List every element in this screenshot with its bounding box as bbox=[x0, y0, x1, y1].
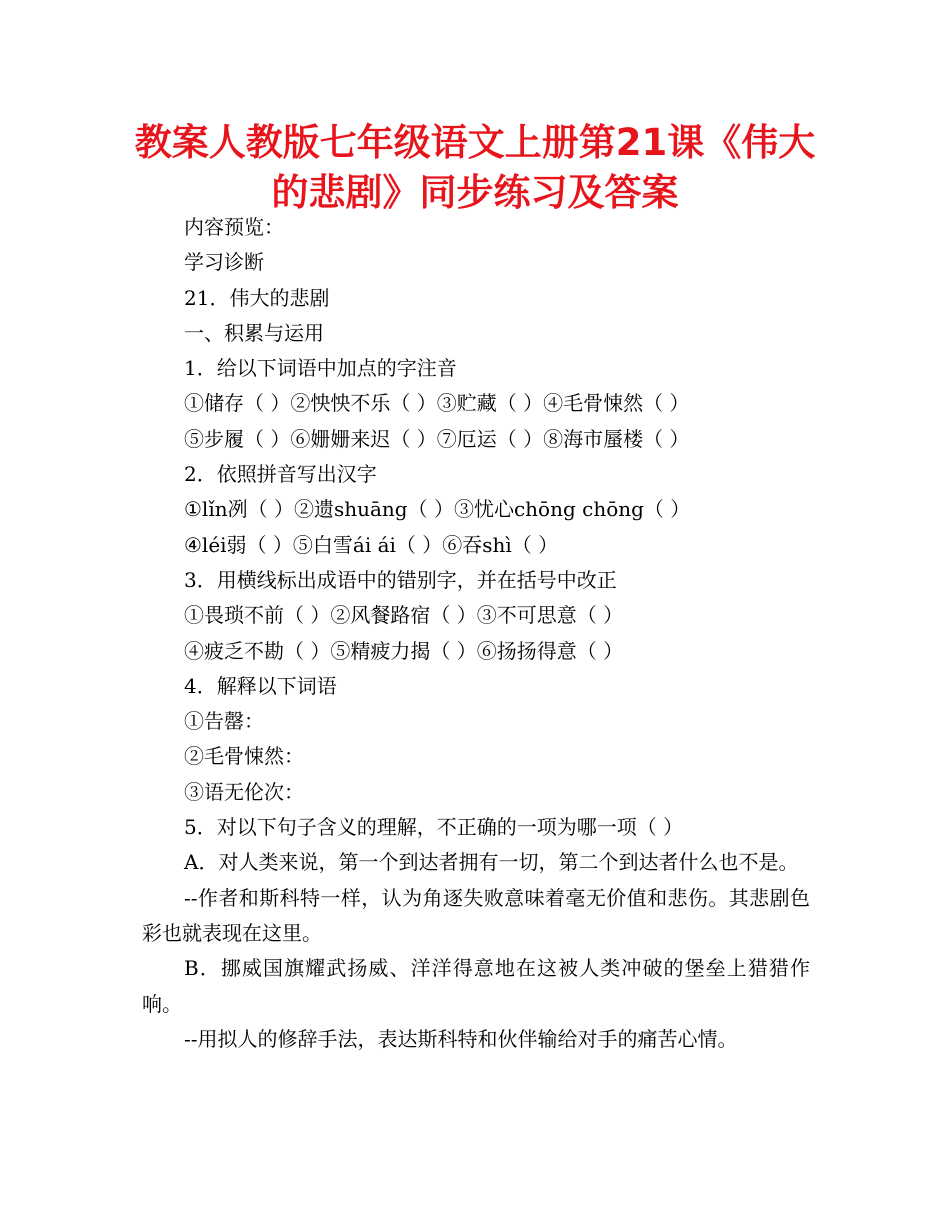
question-2: 2．依照拼音写出汉字 bbox=[184, 462, 377, 487]
question-4: 4．解释以下词语 bbox=[184, 673, 337, 698]
text-line: 内容预览： bbox=[184, 215, 284, 239]
question-3: 3．用横线标出成语中的错别字，并在括号中改正 bbox=[184, 567, 617, 592]
option-a-explanation: --作者和斯科特一样，认为角逐失败意味着毫无价值和悲伤。其悲剧色彩也就表现在这里。 bbox=[142, 885, 810, 945]
question-1: 1．给以下词语中加点的字注音 bbox=[184, 356, 457, 381]
question-5: 5．对以下句子含义的理解，不正确的一项为哪一项（ ） bbox=[184, 815, 684, 840]
question-2-items-b: ④léi弱（ ）⑤白雪ái ái（ ）⑥吞shì（ ） bbox=[184, 532, 559, 557]
question-1-items-b: ⑤步履（ ）⑥姗姗来迟（ ）⑦厄运（ ）⑧海市蜃楼（ ） bbox=[184, 426, 690, 451]
question-1-items-a: ①储存（ ）②怏怏不乐（ ）③贮藏（ ）④毛骨悚然（ ） bbox=[184, 391, 690, 416]
lesson-heading: 21．伟大的悲剧 bbox=[184, 285, 330, 310]
question-4-item-3: ③语无伦次： bbox=[184, 779, 304, 804]
question-4-item-1: ①告罄： bbox=[184, 709, 264, 734]
question-3-items-a: ①畏琐不前（ ）②风餐路宿（ ）③不可思意（ ） bbox=[184, 603, 624, 628]
question-2-items-a: ①lǐn冽（ ）②遗shuāng（ ）③忧心chōng chōng（ ） bbox=[184, 497, 691, 522]
option-b: B．挪威国旗耀武扬威、洋洋得意地在这被人类冲破的堡垒上猎猎作响。 bbox=[142, 956, 810, 1016]
question-4-item-2: ②毛骨悚然： bbox=[184, 744, 304, 769]
option-a: A．对人类来说，第一个到达者拥有一切，第二个到达者什么也不是。 bbox=[184, 850, 799, 875]
option-b-explanation: --用拟人的修辞手法，表达斯科特和伙伴输给对手的痛苦心情。 bbox=[184, 1026, 738, 1051]
section-heading: 一、积累与运用 bbox=[184, 320, 324, 345]
document-title: 教案人教版七年级语文上册第21课《伟大的悲剧》同步练习及答案 bbox=[134, 121, 816, 214]
question-3-items-b: ④疲乏不勘（ ）⑤精疲力揭（ ）⑥扬扬得意（ ） bbox=[184, 638, 624, 663]
document-body bbox=[142, 210, 810, 1057]
text-line: 学习诊断 bbox=[184, 250, 264, 275]
